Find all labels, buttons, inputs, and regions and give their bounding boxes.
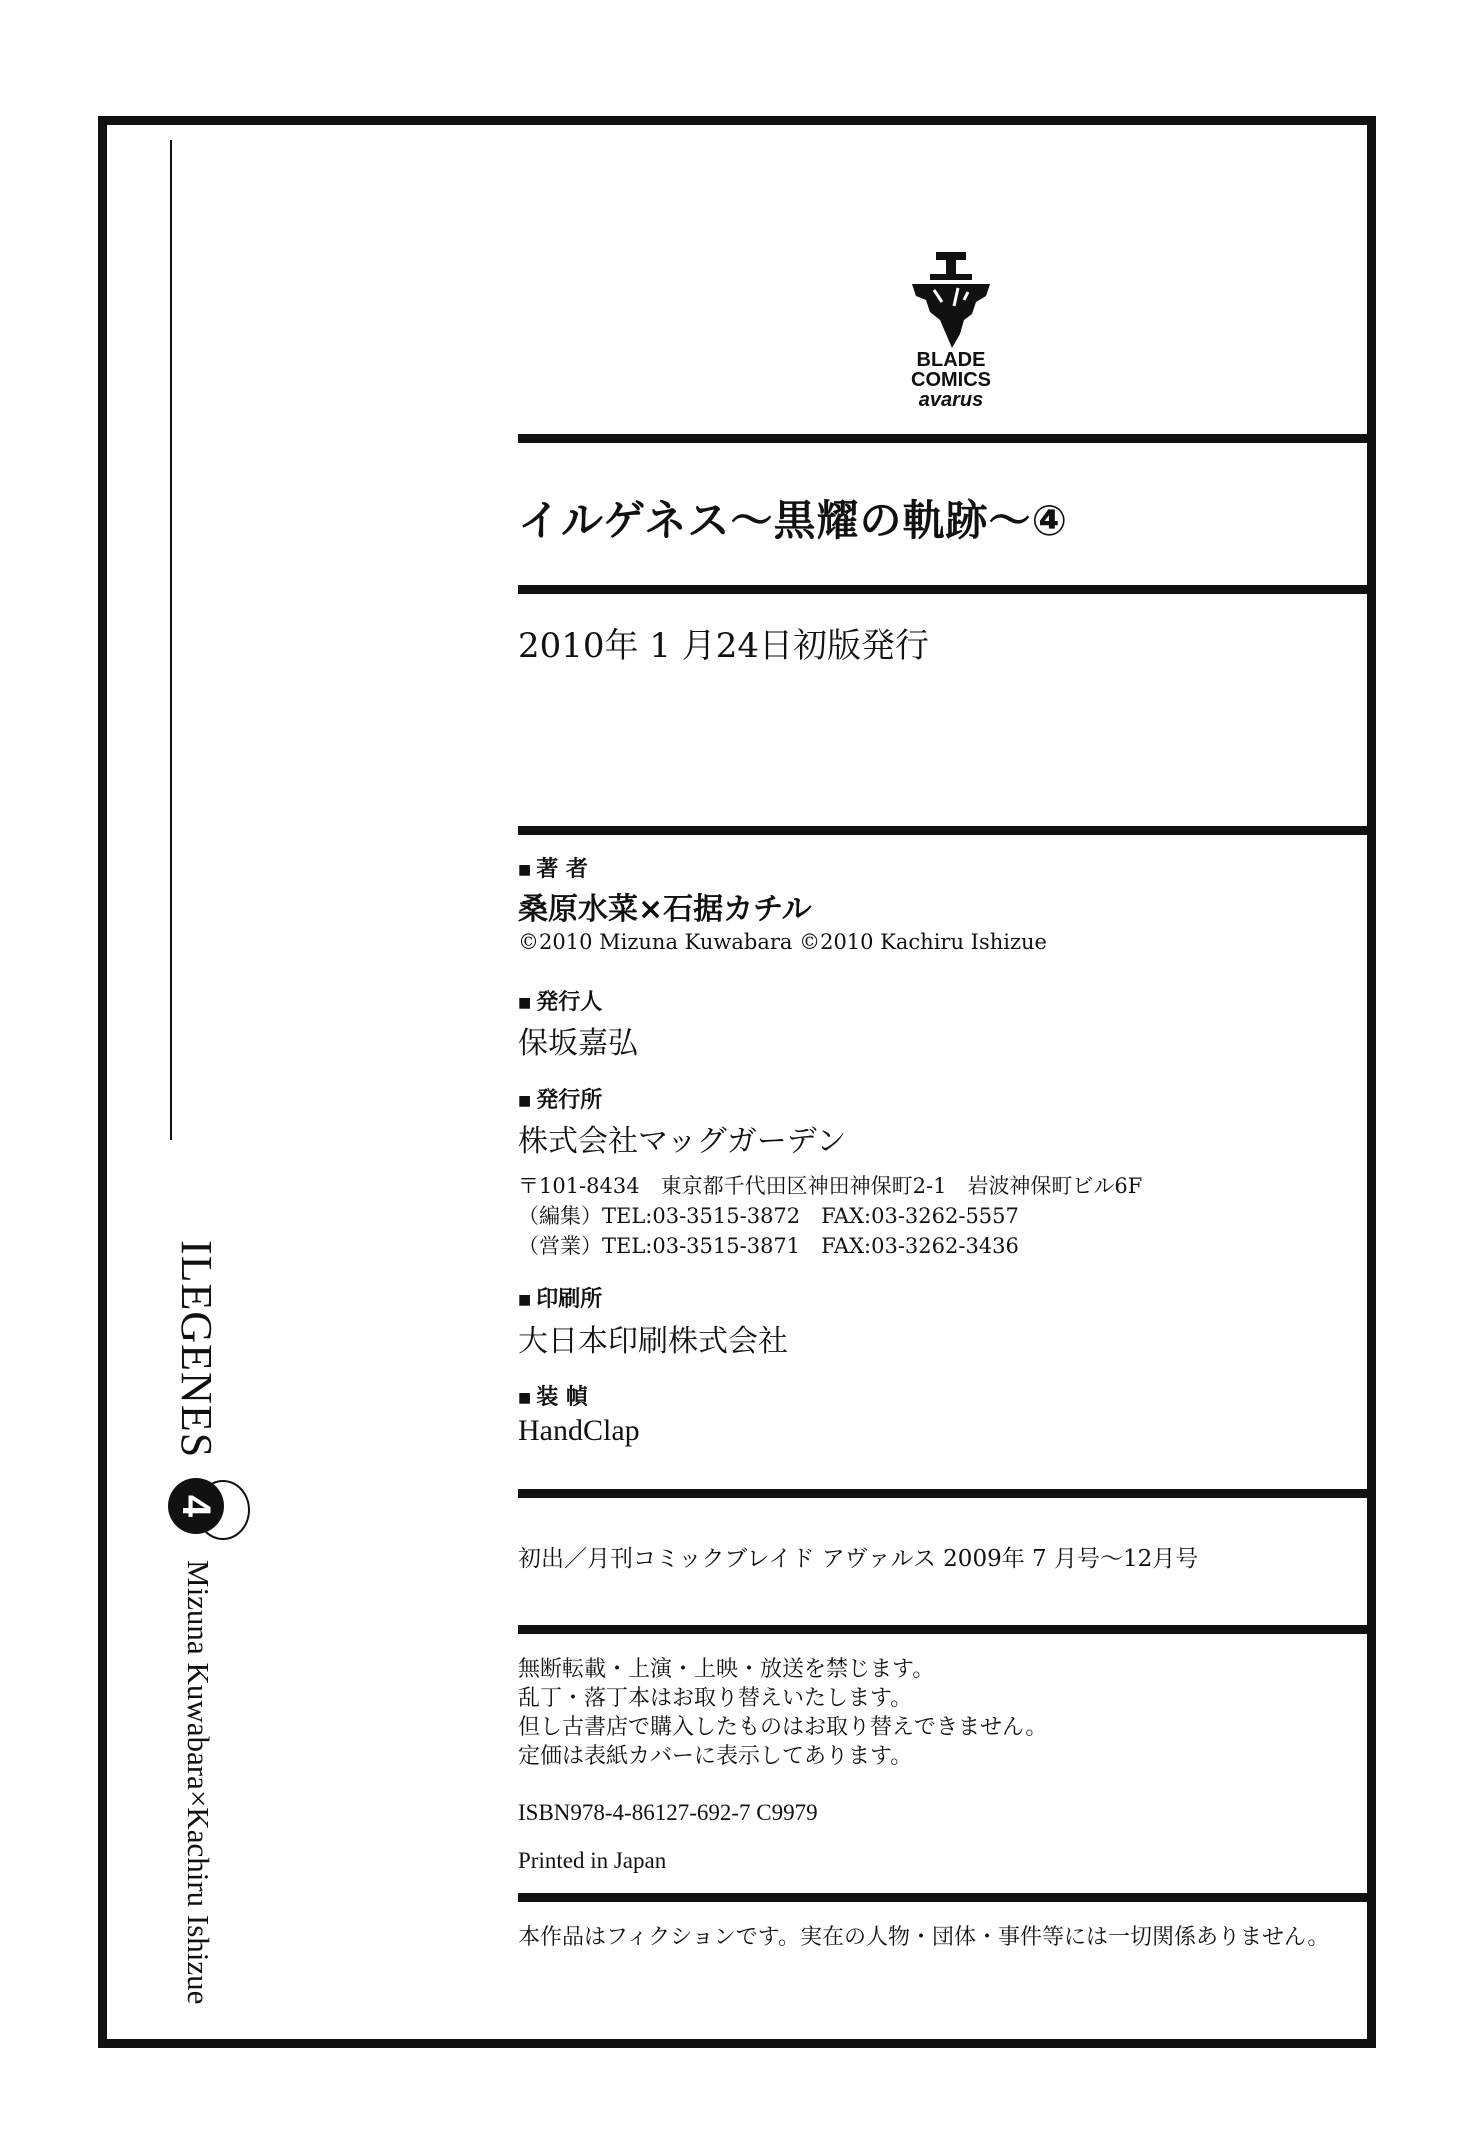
design-name: HandClap: [518, 1414, 640, 1447]
author-names: 桑原水菜×石据カチル: [518, 892, 812, 927]
editorial-contact: （編集）TEL:03-3515-3872 FAX:03-3262-5557: [518, 1204, 1019, 1228]
book-title: イルゲネス～黒耀の軌跡～④: [518, 496, 1069, 545]
isbn: ISBN978-4-86127-692-7 C9979: [518, 1800, 818, 1825]
printer-label: ■ 印刷所: [518, 1282, 602, 1313]
author-label: ■ 著 者: [518, 852, 588, 883]
issuer-name: 保坂嘉弘: [518, 1026, 638, 1061]
printer-name: 大日本印刷株式会社: [518, 1324, 788, 1359]
printed-in: Printed in Japan: [518, 1848, 667, 1873]
rule-notices-top: [518, 1625, 1376, 1634]
sales-contact: （営業）TEL:03-3515-3871 FAX:03-3262-3436: [518, 1234, 1019, 1258]
publisher-name: 株式会社マッグガーデン: [518, 1124, 847, 1159]
fiction-disclaimer: 本作品はフィクションです。実在の人物・団体・事件等には一切関係ありません。: [518, 1925, 1330, 1950]
rule-credits-top: [518, 826, 1376, 835]
issuer-label: ■ 発行人: [518, 985, 602, 1016]
publisher-label: ■ 発行所: [518, 1083, 602, 1114]
rule-disclaimer-top: [518, 1893, 1376, 1902]
logo-line-comics: COMICS: [911, 369, 991, 391]
logo-text: [892, 350, 1010, 410]
spine-authors: Mizuna Kuwabara×Kachiru Ishizue: [181, 1560, 216, 2005]
rule-title-bottom: [518, 585, 1376, 594]
logo-line-blade: BLADE: [916, 349, 986, 371]
volume-badge: 4: [168, 1478, 224, 1534]
tower-logo-icon: [906, 250, 996, 350]
design-label: ■ 装 幀: [518, 1380, 588, 1411]
rule-credits-bottom: [518, 1489, 1376, 1498]
first-appearance: 初出／月刊コミックブレイド アヴァルス 2009年 7 月号～12月号: [518, 1546, 1199, 1572]
notice-line: 定価は表紙カバーに表示してあります。: [518, 1744, 913, 1769]
spine-series-title: ILEGENES: [172, 1240, 221, 1459]
notice-line: 但し古書店で購入したものはお取り替えできません。: [518, 1715, 1048, 1740]
publisher-address: 〒101-8434 東京都千代田区神田神保町2-1 岩波神保町ビル6F: [518, 1174, 1143, 1198]
notice-line: 無断転載・上演・上映・放送を禁じます。: [518, 1657, 935, 1682]
publication-date: 2010年 1 月24日初版発行: [518, 626, 930, 666]
publisher-logo: [892, 250, 1010, 420]
rule-top: [518, 434, 1376, 443]
notice-line: 乱丁・落丁本はお取り替えいたします。: [518, 1686, 913, 1711]
spine-divider-line: [170, 140, 172, 1140]
copyright-line: ©2010 Mizuna Kuwabara ©2010 Kachiru Ishizue: [518, 930, 1047, 954]
logo-line-avarus: avarus: [918, 389, 984, 411]
